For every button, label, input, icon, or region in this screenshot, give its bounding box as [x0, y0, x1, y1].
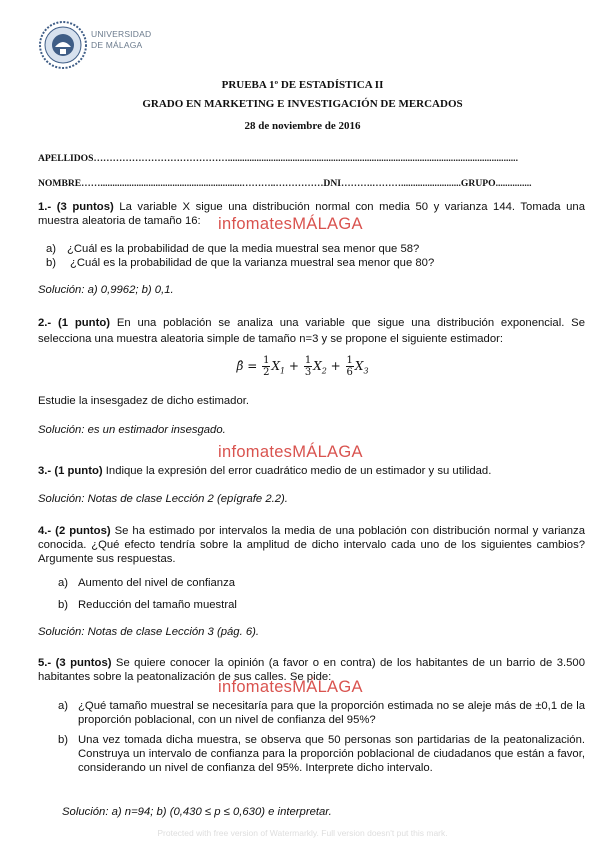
- exam-date: 28 de noviembre de 2016: [244, 120, 361, 132]
- question-2-text: En una población se analiza una variable que sigue una distribución exponencial. Se selecciona una muestra aleatoria simple de tamaño n=3 y se propone el siguiente estimador:: [38, 317, 585, 345]
- fraction-2: [304, 355, 312, 378]
- question-2-task: Estudie la insesgadez de dicho estimador.: [38, 395, 250, 407]
- question-3-text: Indique la expresión del error cuadrático medio de un estimador y su utilidad.: [102, 465, 492, 477]
- formula-x2: X: [313, 359, 322, 373]
- question-3-number: 3.- (1 punto): [38, 465, 103, 477]
- question-1-text: La variable X sigue una distribución normal con media 50 y varianza 144. Tomada una muestra aleatoria de tamaño 16:: [38, 201, 585, 227]
- formula-x3-sub: 3: [363, 366, 369, 376]
- exam-title: PRUEBA 1º DE ESTADÍSTICA II: [221, 79, 384, 91]
- question-4b: Reducción del tamaño muestral: [78, 599, 237, 611]
- question-5-solution: Solución: a) n=94; b) (0,430 ≤ p ≤ 0,630) e interpretar.: [62, 806, 332, 818]
- estimator-formula: [0, 355, 605, 378]
- formula-lhs: β̂ =: [236, 359, 258, 373]
- fraction-1-den: 2: [263, 367, 270, 378]
- surname-field: APELLIDOS…………………………………….........................................................................................................................: [38, 153, 518, 164]
- question-5b-label: b): [58, 734, 69, 746]
- university-name: [91, 29, 151, 51]
- question-5-text: Se quiere conocer la opinión (a favor o en contra) de los habitantes de un barrio de 3.500 habitantes sobre la peatonalización de sus calles. Se pide:: [38, 657, 585, 683]
- question-1-solution: Solución: a) 0,9962; b) 0,1.: [38, 284, 174, 296]
- question-4: [38, 524, 585, 566]
- question-5-number: 5.- (3 puntos): [38, 657, 112, 669]
- fraction-3-num: 1: [346, 355, 353, 366]
- university-seal-logo: [38, 20, 88, 70]
- question-4b-label: b): [58, 599, 69, 611]
- fraction-3: [346, 355, 354, 378]
- question-2: [38, 316, 585, 347]
- formula-plus-1: +: [288, 359, 299, 373]
- question-3-solution: Solución: Notas de clase Lección 2 (epígrafe 2.2).: [38, 493, 288, 505]
- question-5a: ¿Qué tamaño muestral se necesitaría para que la proporción estimada no se aleje más de ±0,1 de la proporción poblacional, con un nivel de confianza del 95%?: [78, 700, 585, 726]
- watermarkly-notice: Protected with free version of Watermarkly. Full version doesn't put this mark.: [157, 828, 448, 838]
- name-dni-group-field: NOMBRE……...........................................................………..……………DNI……….……….........................GRUPO...............: [38, 178, 532, 189]
- question-4-number: 4.- (2 puntos): [38, 525, 111, 537]
- degree-title: GRADO EN MARKETING E INVESTIGACIÓN DE MERCADOS: [142, 98, 463, 110]
- watermark-2: infomatesMÁLAGA: [218, 443, 363, 461]
- question-5a-label: a): [58, 700, 69, 712]
- watermark-1: infomatesMÁLAGA: [218, 215, 363, 233]
- question-1b: ¿Cuál es la probabilidad de que la varianza muestral sea menor que 80?: [70, 257, 435, 269]
- formula-plus-2: +: [330, 359, 341, 373]
- question-1b-label: b): [46, 257, 57, 269]
- question-1-number: 1.- (3 puntos): [38, 201, 114, 213]
- fraction-2-num: 1: [304, 355, 312, 366]
- fraction-2-den: 3: [304, 367, 312, 378]
- formula-x1: X: [271, 359, 280, 373]
- formula-x3: X: [354, 359, 364, 373]
- question-4-solution: Solución: Notas de clase Lección 3 (pág. 6).: [38, 626, 260, 638]
- question-3: [38, 464, 585, 478]
- fraction-1-num: 1: [263, 355, 270, 366]
- formula-x1-sub: 1: [280, 366, 286, 376]
- fraction-3-den: 6: [346, 367, 353, 378]
- watermark-3: infomatesMÁLAGA: [218, 678, 363, 696]
- university-name-line1: UNIVERSIDAD: [91, 29, 152, 39]
- university-name-line2: DE MÁLAGA: [91, 40, 143, 50]
- question-4a-label: a): [58, 577, 69, 589]
- question-1a-label: a): [46, 243, 57, 255]
- question-2-solution: Solución: es un estimador insesgado.: [38, 424, 226, 436]
- formula-x2-sub: 2: [321, 366, 327, 376]
- question-4-text: Se ha estimado por intervalos la media de una población con distribución normal y varianza conocida. ¿Qué efecto tendría sobre la amplitud de dicho intervalo cada uno de los siguientes cambios? Argumente sus respuestas.: [38, 525, 585, 565]
- question-2-number: 2.- (1 punto): [38, 317, 111, 329]
- question-5b: Una vez tomada dicha muestra, se observa que 50 personas son partidarias de la peatonalización. Construya un intervalo de confianza para la proporción poblacional de ciudadanos que están a favor, considerando un nivel de confianza del 95%. Interprete dicho intervalo.: [78, 734, 585, 774]
- fraction-1: [262, 355, 270, 378]
- question-1a: ¿Cuál es la probabilidad de que la media muestral sea menor que 58?: [67, 243, 420, 255]
- question-4a: Aumento del nivel de confianza: [78, 577, 236, 589]
